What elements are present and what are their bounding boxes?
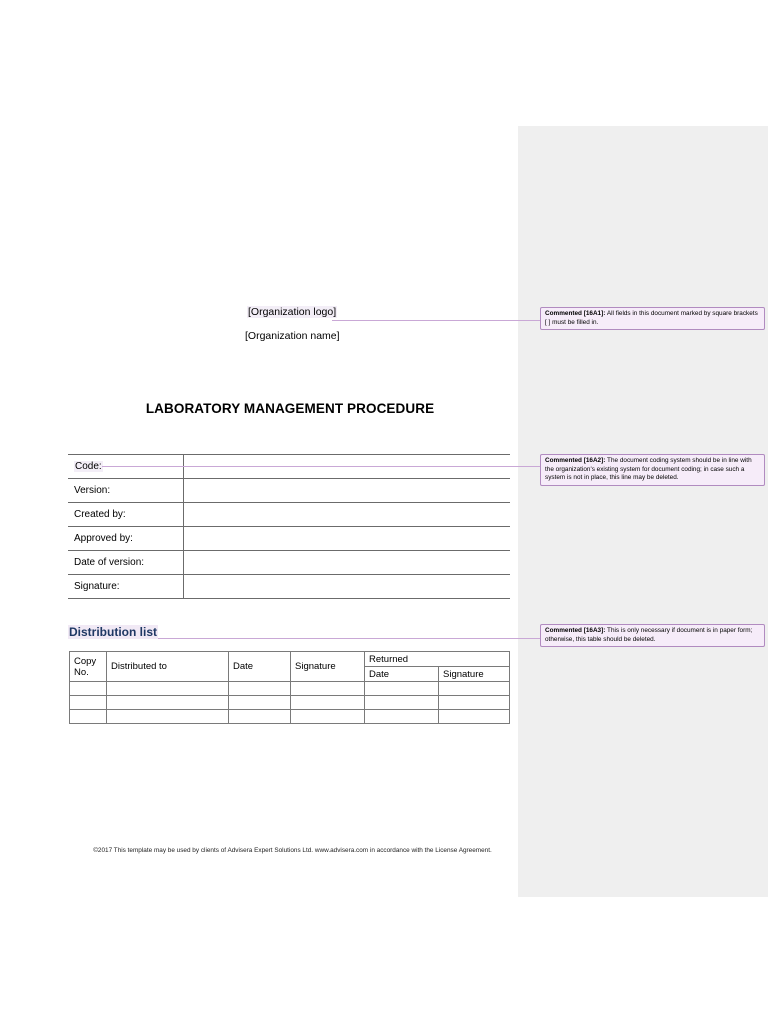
document-title: LABORATORY MANAGEMENT PROCEDURE bbox=[145, 401, 435, 416]
comment-balloon[interactable] bbox=[540, 454, 765, 486]
table-cell[interactable] bbox=[70, 710, 107, 724]
table-cell[interactable] bbox=[107, 710, 229, 724]
table-row bbox=[68, 479, 510, 503]
date-of-version-value-cell[interactable] bbox=[184, 551, 511, 575]
table-cell[interactable] bbox=[70, 696, 107, 710]
table-cell[interactable] bbox=[365, 696, 439, 710]
comment-margin-pane bbox=[518, 126, 768, 897]
table-cell[interactable] bbox=[229, 710, 291, 724]
table-cell[interactable] bbox=[291, 710, 365, 724]
table-row bbox=[68, 503, 510, 527]
created-by-label: Created by: bbox=[68, 503, 184, 527]
signature-label: Signature: bbox=[68, 575, 184, 599]
table-cell[interactable] bbox=[365, 710, 439, 724]
comment-tag: Commented [16A1]: bbox=[545, 310, 606, 317]
returned-date-header: Date bbox=[365, 667, 439, 682]
table-row bbox=[68, 551, 510, 575]
comment-text: This is only necessary if document is in paper form; otherwise, this table should be deleted. bbox=[545, 627, 753, 643]
copy-no-header: Copy No. bbox=[70, 652, 107, 682]
distributed-to-header: Distributed to bbox=[107, 652, 229, 682]
date-header: Date bbox=[229, 652, 291, 682]
footer-copyright: ©2017 This template may be used by clients of Advisera Expert Solutions Ltd. www.advisera.com in accordance with the License Agreement. bbox=[93, 847, 492, 854]
table-cell[interactable] bbox=[439, 710, 510, 724]
comment-balloon[interactable] bbox=[540, 307, 765, 330]
approved-by-value-cell[interactable] bbox=[184, 527, 511, 551]
returned-header: Returned bbox=[365, 652, 510, 667]
organization-name-placeholder[interactable]: [Organization name] bbox=[245, 330, 340, 342]
returned-signature-header: Signature bbox=[439, 667, 510, 682]
created-by-value-cell[interactable] bbox=[184, 503, 511, 527]
table-cell[interactable] bbox=[229, 696, 291, 710]
version-label: Version: bbox=[68, 479, 184, 503]
distribution-list-heading: Distribution list bbox=[69, 625, 157, 639]
code-label: Code: bbox=[75, 461, 102, 472]
table-header-row bbox=[70, 652, 510, 667]
approved-by-label: Approved by: bbox=[68, 527, 184, 551]
organization-logo-placeholder[interactable]: [Organization logo] bbox=[248, 306, 337, 318]
table-row bbox=[70, 696, 510, 710]
table-cell[interactable] bbox=[439, 682, 510, 696]
comment-balloon[interactable] bbox=[540, 624, 765, 647]
version-value-cell[interactable] bbox=[184, 479, 511, 503]
table-cell[interactable] bbox=[229, 682, 291, 696]
signature-value-cell[interactable] bbox=[184, 575, 511, 599]
comment-tag: Commented [16A2]: bbox=[545, 457, 606, 464]
table-row bbox=[68, 575, 510, 599]
document-metadata-table bbox=[68, 454, 510, 599]
table-cell[interactable] bbox=[439, 696, 510, 710]
table-row bbox=[70, 682, 510, 696]
table-row bbox=[70, 710, 510, 724]
comment-tag: Commented [16A3]: bbox=[545, 627, 606, 634]
table-cell[interactable] bbox=[291, 682, 365, 696]
table-cell[interactable] bbox=[365, 682, 439, 696]
comment-text: The document coding system should be in line with the organization's existing system for document coding; in case such a system is not in place, this line may be deleted. bbox=[545, 457, 752, 482]
table-row bbox=[68, 527, 510, 551]
date-of-version-label: Date of version: bbox=[68, 551, 184, 575]
table-cell[interactable] bbox=[107, 682, 229, 696]
comment-connector-line bbox=[102, 466, 540, 467]
distribution-list-table bbox=[69, 651, 510, 724]
comment-connector-line bbox=[332, 320, 540, 321]
table-cell[interactable] bbox=[70, 682, 107, 696]
comment-connector-line bbox=[158, 638, 540, 639]
table-cell[interactable] bbox=[107, 696, 229, 710]
table-cell[interactable] bbox=[291, 696, 365, 710]
signature-header: Signature bbox=[291, 652, 365, 682]
comment-text: All fields in this document marked by square brackets [ ] must be filled in. bbox=[545, 310, 758, 326]
